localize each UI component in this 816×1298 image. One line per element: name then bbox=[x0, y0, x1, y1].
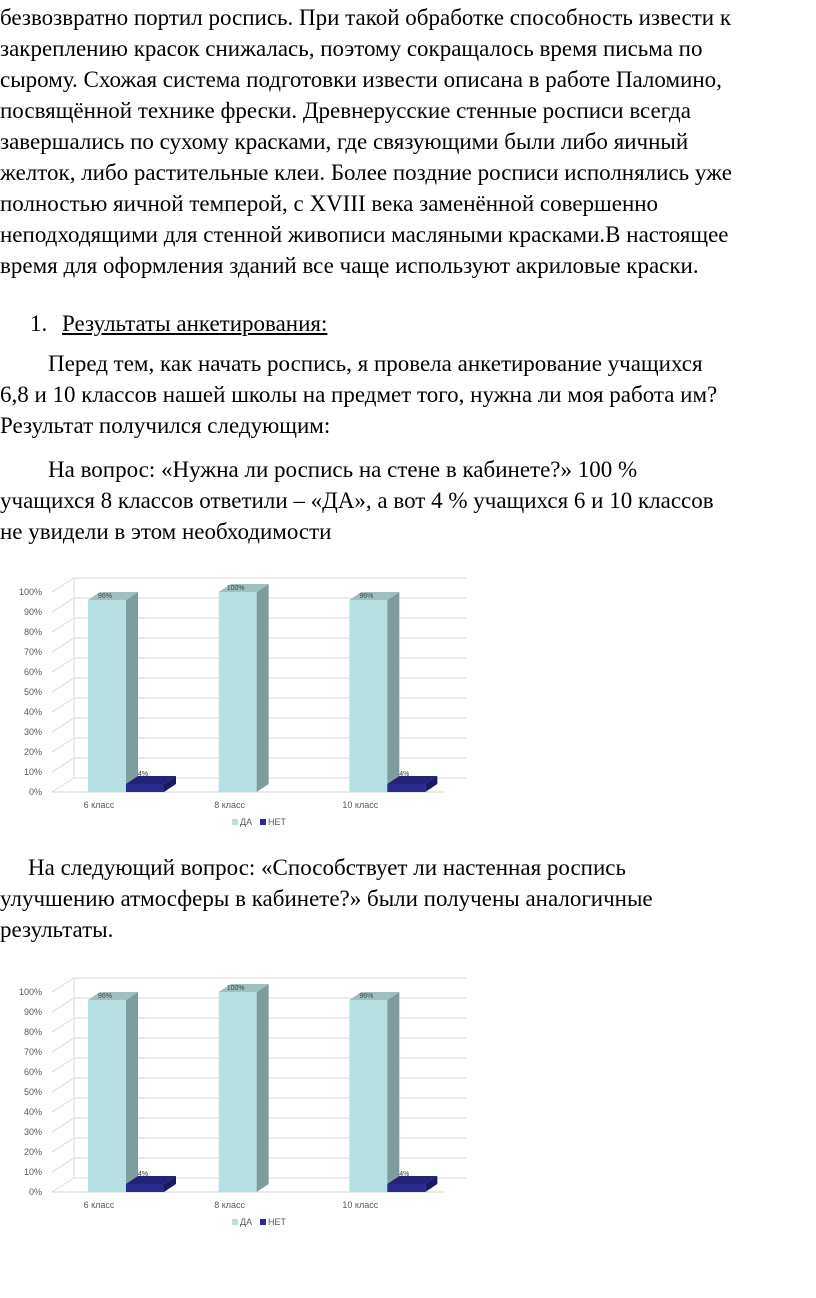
legend-label: НЕТ bbox=[268, 1217, 286, 1227]
text-line: Перед тем, как начать роспись, я провела анкетирование учащихся bbox=[48, 351, 703, 376]
legend-label: ДА bbox=[240, 817, 253, 827]
text-line: На следующий вопрос: «Способствует ли настенная роспись bbox=[28, 855, 626, 880]
x-tick-label: 6 класс bbox=[83, 800, 115, 810]
gridline-side bbox=[52, 758, 74, 772]
text-line: время для оформления зданий все чаще используют акриловые краски. bbox=[0, 253, 699, 278]
gridline-side bbox=[52, 1058, 74, 1072]
text-line: посвящённой технике фрески. Древнерусские стенные росписи всегда bbox=[0, 98, 691, 123]
x-tick-label: 8 класс bbox=[214, 800, 246, 810]
y-tick-label: 10% bbox=[23, 767, 42, 777]
x-tick-label: 10 класс bbox=[342, 1200, 379, 1210]
gridline-side bbox=[52, 1138, 74, 1152]
text-line: На вопрос: «Нужна ли роспись на стене в кабинете?» 100 % bbox=[48, 457, 638, 482]
text-line: сырому. Схожая система подготовки извести описана в работе Паломино, bbox=[0, 67, 722, 92]
gridline-side bbox=[52, 1078, 74, 1092]
text-line: улучшению атмосферы в кабинете?» были получены аналогичные bbox=[0, 886, 653, 911]
text-line: безвозвратно портил роспись. При такой обработке способность извести к bbox=[0, 5, 732, 30]
text-line: желток, либо растительные клеи. Более поздние росписи исполнялись уже bbox=[0, 160, 732, 185]
x-tick-label: 10 класс bbox=[342, 800, 379, 810]
text-line: 6,8 и 10 классов нашей школы на предмет того, нужна ли моя работа им? bbox=[0, 382, 718, 407]
gridline-side bbox=[52, 678, 74, 692]
y-tick-label: 80% bbox=[23, 627, 42, 637]
gridline-side bbox=[52, 1158, 74, 1172]
bar-side bbox=[387, 992, 399, 1192]
data-label: 100% bbox=[226, 585, 245, 592]
gridline-side bbox=[52, 698, 74, 712]
section-number: 1. bbox=[30, 311, 48, 336]
text-line: результаты. bbox=[0, 917, 114, 942]
gridline-side bbox=[52, 718, 74, 732]
gridline-side bbox=[52, 778, 74, 792]
gridline-side bbox=[52, 1098, 74, 1112]
data-label: 96% bbox=[359, 593, 374, 600]
gridline-side bbox=[52, 598, 74, 612]
chart-question-1-svg bbox=[0, 556, 500, 836]
bar-front bbox=[88, 600, 126, 792]
bar-front bbox=[126, 784, 164, 792]
bar-side bbox=[126, 592, 138, 792]
gridline-side bbox=[52, 578, 74, 592]
bar-front bbox=[387, 1184, 425, 1192]
y-tick-label: 50% bbox=[23, 687, 42, 697]
x-tick-label: 8 класс bbox=[214, 1200, 246, 1210]
legend-label: НЕТ bbox=[268, 817, 286, 827]
text-line: Результат получился следующим: bbox=[0, 413, 331, 438]
y-tick-label: 20% bbox=[23, 1147, 42, 1157]
text-line: учащихся 8 классов ответили – «ДА», а вот 4 % учащихся 6 и 10 классов bbox=[0, 488, 714, 513]
gridline-side bbox=[52, 658, 74, 672]
data-label: 4% bbox=[137, 771, 149, 778]
data-label: 4% bbox=[137, 1171, 149, 1178]
gridline-side bbox=[52, 738, 74, 752]
y-tick-label: 60% bbox=[23, 1067, 42, 1077]
bar-front bbox=[349, 600, 387, 792]
y-tick-label: 100% bbox=[18, 587, 42, 597]
section-title: Результаты анкетирования: bbox=[62, 311, 328, 336]
gridline-side bbox=[52, 1118, 74, 1132]
chart-question-2-svg bbox=[0, 956, 500, 1236]
bar-front bbox=[219, 592, 257, 792]
y-tick-label: 70% bbox=[23, 1047, 42, 1057]
legend-swatch bbox=[260, 819, 266, 825]
text-line: не увидели в этом необходимости bbox=[0, 519, 332, 544]
data-label: 100% bbox=[226, 985, 245, 992]
x-tick-label: 6 класс bbox=[83, 1200, 115, 1210]
gridline-side bbox=[52, 1178, 74, 1192]
data-label: 4% bbox=[399, 1171, 410, 1178]
gridline-side bbox=[52, 638, 74, 652]
legend-label: ДА bbox=[240, 1217, 253, 1227]
y-tick-label: 40% bbox=[23, 1107, 42, 1117]
legend-swatch bbox=[232, 819, 238, 825]
bar-front bbox=[387, 784, 425, 792]
bar-front bbox=[88, 1000, 126, 1192]
y-tick-label: 90% bbox=[23, 607, 42, 617]
y-tick-label: 70% bbox=[23, 647, 42, 657]
gridline-side bbox=[52, 998, 74, 1012]
text-line: закреплению красок снижалась, поэтому сокращалось время письма по bbox=[0, 36, 703, 61]
legend-swatch bbox=[232, 1219, 238, 1225]
y-tick-label: 100% bbox=[18, 987, 42, 997]
chart-question-2 bbox=[0, 956, 500, 1236]
y-tick-label: 80% bbox=[23, 1027, 42, 1037]
text-line: завершались по сухому красками, где связующими были либо яичный bbox=[0, 129, 689, 154]
gridline-side bbox=[52, 978, 74, 992]
data-label: 96% bbox=[97, 593, 113, 600]
bar-side bbox=[387, 592, 399, 792]
bar-front bbox=[219, 992, 257, 1192]
text-line: полностью яичной темперой, с XVIII века заменённой совершенно bbox=[0, 191, 659, 216]
gridline-side bbox=[52, 1038, 74, 1052]
y-tick-label: 30% bbox=[23, 727, 42, 737]
bar-side bbox=[257, 984, 269, 1192]
data-label: 96% bbox=[359, 993, 374, 1000]
y-tick-label: 40% bbox=[23, 707, 42, 717]
y-tick-label: 0% bbox=[28, 787, 42, 797]
y-tick-label: 30% bbox=[23, 1127, 42, 1137]
data-label: 96% bbox=[97, 993, 113, 1000]
legend-swatch bbox=[260, 1219, 266, 1225]
y-tick-label: 20% bbox=[23, 747, 42, 757]
y-tick-label: 10% bbox=[23, 1167, 42, 1177]
y-tick-label: 90% bbox=[23, 1007, 42, 1017]
bar-front bbox=[126, 1184, 164, 1192]
data-label: 4% bbox=[399, 771, 410, 778]
bar-side bbox=[257, 584, 269, 792]
bar-front bbox=[349, 1000, 387, 1192]
text-line: неподходящими для стенной живописи масляными красками.В настоящее bbox=[0, 222, 729, 247]
y-tick-label: 50% bbox=[23, 1087, 42, 1097]
y-tick-label: 0% bbox=[28, 1187, 42, 1197]
bar-side bbox=[126, 992, 138, 1192]
y-tick-label: 60% bbox=[23, 667, 42, 677]
chart-question-1 bbox=[0, 556, 500, 836]
gridline-side bbox=[52, 1018, 74, 1032]
gridline-side bbox=[52, 618, 74, 632]
